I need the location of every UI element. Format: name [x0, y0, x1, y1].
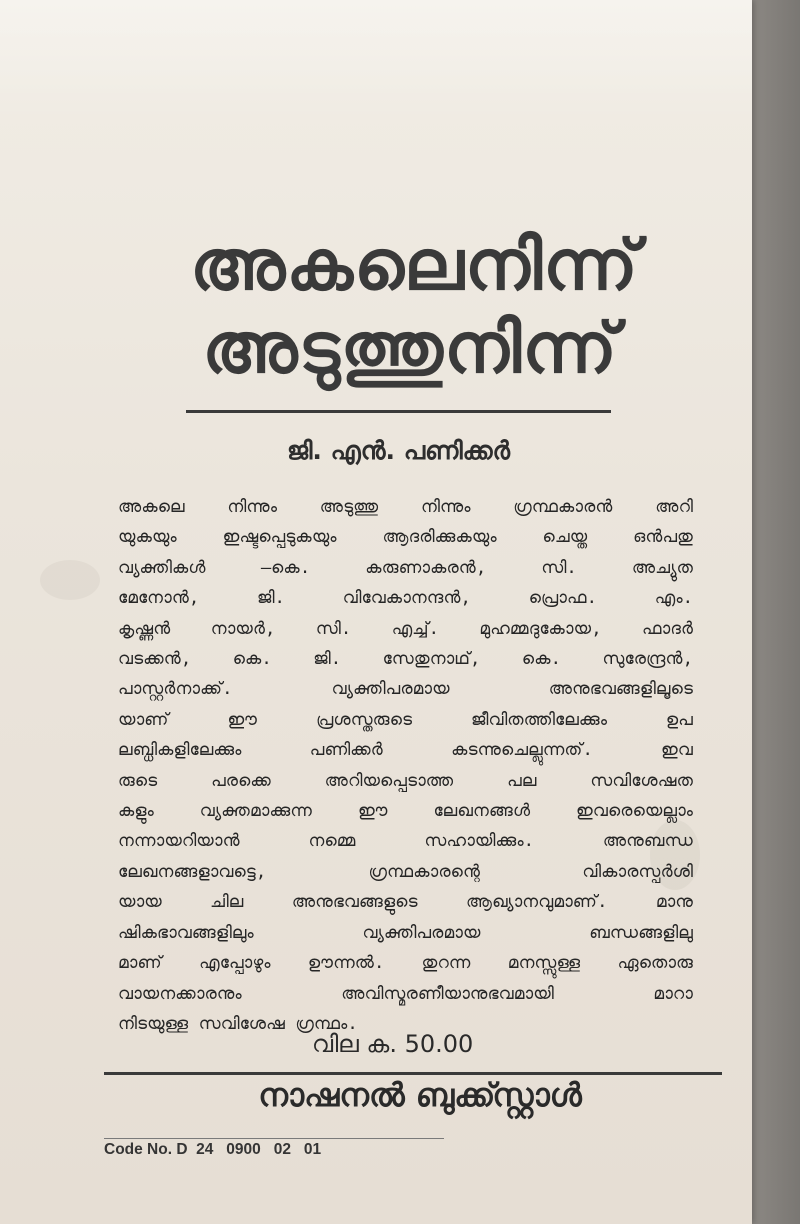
- blurb-line: മാണ് എപ്പോഴും ഊന്നൽ. തുറന്ന മനസ്സുള്ള ഏതൊരു: [118, 953, 693, 974]
- price-label: വില ക. 50.00: [312, 1030, 474, 1058]
- blurb-line: ലേഖനങ്ങളാവട്ടെ, ഗ്രന്ഥകാരന്റെ വികാരസ്പർശി: [118, 861, 693, 882]
- blurb-line: പാസ്റ്റർനാക്ക്. വ്യക്തിപരമായ അനുഭവങ്ങളിലൂടെ: [118, 679, 693, 700]
- blurb-line: ലബ്ധികളിലേക്കും പണിക്കർ കടന്നുചെല്ലുന്നത്. ഇവ: [118, 740, 693, 761]
- blurb-line: ഷികഭാവങ്ങളിലും വ്യക്തിപരമായ ബന്ധങ്ങളിലു: [118, 922, 693, 943]
- plastic-wrap-glare: [0, 0, 752, 120]
- book-code: Code No. D 24 0900 02 01: [104, 1141, 322, 1158]
- title-divider: [186, 410, 611, 413]
- blurb-line: രുടെ പരക്കെ അറിയപ്പെടാത്ത പല സവിശേഷത: [118, 770, 693, 791]
- blurb-line: വ്യക്തികൾ —കെ. കരുണാകരൻ, സി. അച്യുത: [118, 557, 693, 578]
- blurb-line: അകലെ നിന്നും അടുത്തു നിന്നും ഗ്രന്ഥകാരൻ അറി: [118, 497, 693, 517]
- blurb-line: യാണ് ഈ പ്രശസ്തരുടെ ജീവിതത്തിലേക്കും ഉപ: [118, 709, 693, 730]
- blurb-line: മേനോൻ, ജി. വിവേകാനന്ദൻ, പ്രൊഫ. എം.: [118, 588, 693, 609]
- blurb-line: നിടയുള്ള സവിശേഷ ഗ്രന്ഥം.: [118, 1013, 358, 1034]
- author-name: ജി. എൻ. പണിക്കർ: [286, 436, 511, 465]
- publisher-name: നാഷനൽ ബുക്ക്സ്റ്റാൾ: [258, 1076, 582, 1114]
- stain: [40, 560, 100, 600]
- blurb-line: യായ ചില അനുഭവങ്ങളുടെ ആഖ്യാനവുമാണ്. മാനു: [118, 892, 693, 913]
- blurb-text: [118, 492, 693, 1039]
- blurb-line: നന്നായറിയാൻ നമ്മെ സഹായിക്കും. അനുബന്ധ: [118, 831, 693, 852]
- blurb-line: വടക്കൻ, കെ. ജി. സേതുനാഥ്, കെ. സുരേന്ദ്രൻ,: [118, 649, 693, 670]
- publisher-divider: [104, 1072, 722, 1075]
- blurb-line: യുകയും ഇഷ്ടപ്പെടുകയും ആദരിക്കുകയും ചെയ്ത ഒൻപതു: [118, 527, 693, 548]
- book-title-line-1: അകലെനിന്ന്: [190, 224, 639, 306]
- blurb-line: കളും വ്യക്തമാക്കുന്ന ഈ ലേഖനങ്ങൾ ഇവരെയെല്ലാം: [118, 801, 693, 822]
- book-title-line-2: അടുത്തുനിന്ന്: [202, 307, 618, 389]
- blurb-line: കൃഷ്ണൻ നായർ, സി. എച്ച്. മുഹമ്മദുകോയ, ഫാദർ: [118, 618, 693, 639]
- code-divider: [104, 1138, 444, 1139]
- blurb-line: വായനക്കാരനും അവിസ്മരണീയാനുഭവമായി മാറാ: [118, 983, 693, 1004]
